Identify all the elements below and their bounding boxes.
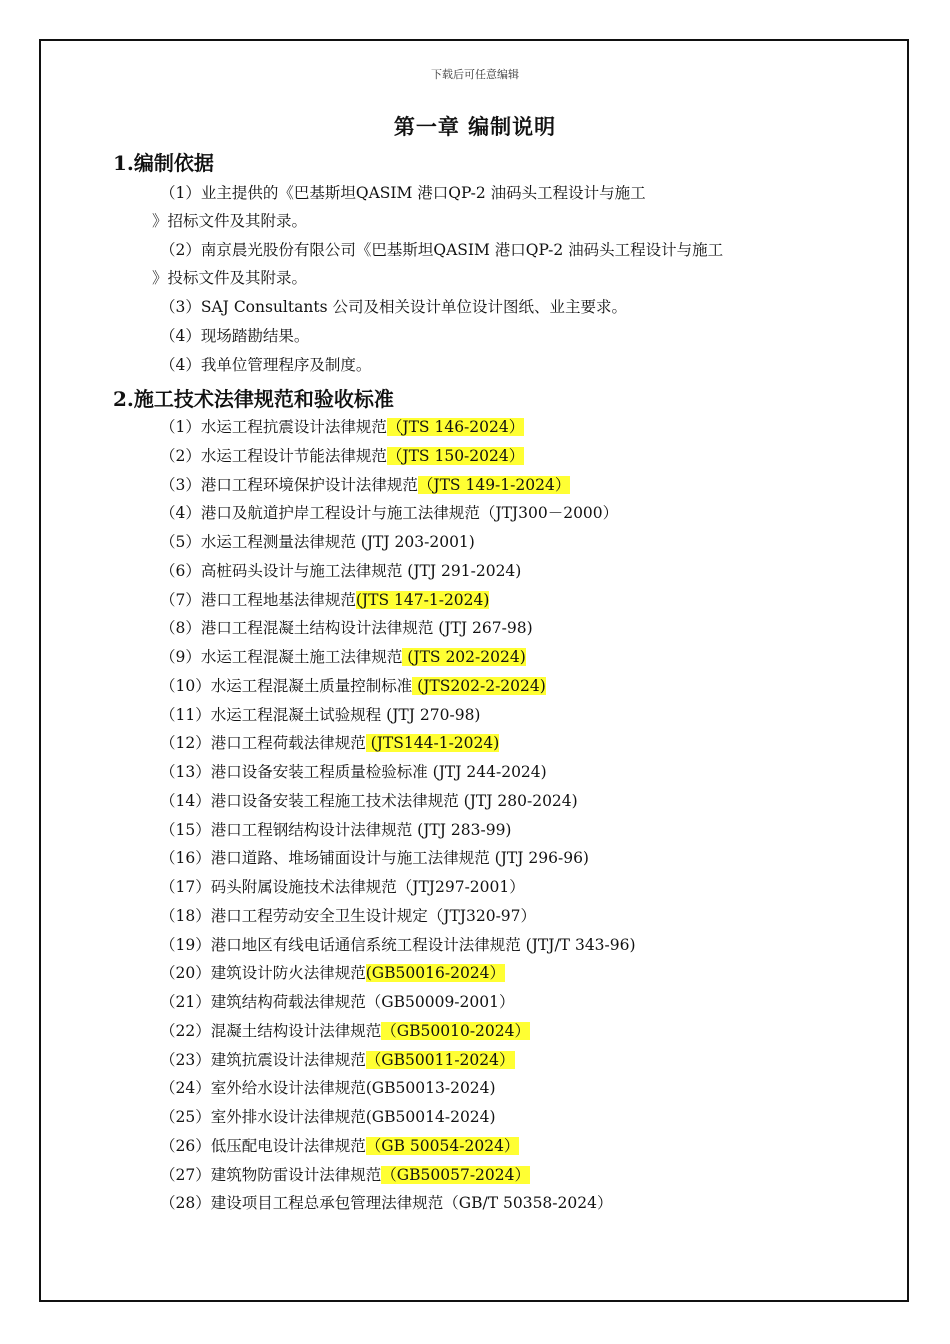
standard-item xyxy=(160,531,475,553)
standard-item-code: (JTS 202-2024) xyxy=(402,648,526,666)
standard-item-text: （27）建筑物防雷设计法律规范 xyxy=(160,1165,382,1184)
standard-item xyxy=(160,589,489,611)
section-heading-basis: 1.编制依据 xyxy=(113,151,214,175)
standard-item-text: （24）室外给水设计法律规范(GB50013-2024) xyxy=(160,1079,496,1098)
standard-item-text: （25）室外排水设计法律规范(GB50014-2024) xyxy=(160,1108,496,1126)
standard-item-text: （4）港口及航道护岸工程设计与施工法律规范（JTJ300－2000） xyxy=(160,504,619,523)
standard-item-text: （22）混凝土结构设计法律规范 xyxy=(160,1021,382,1040)
standard-item-code: （JTS 146-2024） xyxy=(386,418,525,436)
standard-item-text: （20）建筑设计防火法律规范 xyxy=(160,964,366,983)
standard-item xyxy=(160,819,511,841)
standard-item xyxy=(160,617,533,639)
standard-item xyxy=(160,445,524,467)
standard-item xyxy=(160,675,546,697)
basis-item-continued: 》投标文件及其附录。 xyxy=(152,269,308,287)
standard-item xyxy=(160,1020,530,1042)
standard-item xyxy=(160,905,536,927)
standard-item-code: (JTS144-1-2024) xyxy=(365,734,500,753)
standard-item-text: （23）建筑抗震设计法律规范 xyxy=(160,1050,366,1069)
standard-item xyxy=(160,560,521,582)
standard-item-text: （10）水运工程混凝土质量控制标准 xyxy=(160,676,413,695)
standard-item-code: (JTS 147-1-2024) xyxy=(355,590,490,609)
standard-item-text: （17）码头附属设施技术法律规范（JTJ297-2001） xyxy=(160,878,525,896)
standard-item-text: （9）水运工程混凝土施工法律规范 xyxy=(160,648,403,666)
basis-item: （4）现场踏勘结果。 xyxy=(160,327,310,345)
standard-item-code: (JTS202-2-2024) xyxy=(412,676,546,695)
standard-item-code: （GB50011-2024） xyxy=(365,1050,515,1069)
standard-item-text: （5）水运工程测量法律规范 (JTJ 203-2001) xyxy=(160,533,475,551)
standard-item-text: （1）水运工程抗震设计法律规范 xyxy=(160,418,387,436)
standard-item xyxy=(160,474,570,496)
standard-item xyxy=(160,1164,530,1186)
standard-item-text: （6）高桩码头设计与施工法律规范 (JTJ 291-2024) xyxy=(160,561,522,580)
standard-item-text: （3）港口工程环境保护设计法律规范 xyxy=(160,475,418,494)
standard-item xyxy=(160,790,578,812)
basis-item: （4）我单位管理程序及制度。 xyxy=(160,356,372,374)
standard-item xyxy=(160,847,589,869)
standard-item-code: (GB50016-2024） xyxy=(365,964,506,983)
standard-item-code: （JTS 150-2024） xyxy=(386,446,525,465)
standard-item xyxy=(160,704,480,726)
standard-item-text: （28）建设项目工程总承包管理法律规范（GB/T 50358-2024） xyxy=(160,1194,613,1213)
standard-item xyxy=(160,934,636,956)
standard-item xyxy=(160,1077,496,1099)
standard-item-text: （12）港口工程荷载法律规范 xyxy=(160,734,366,753)
standard-item-text: （11）水运工程混凝土试验规程 (JTJ 270-98) xyxy=(160,705,481,724)
standard-item-code: （GB50010-2024） xyxy=(381,1021,530,1040)
standard-item-text: （13）港口设备安装工程质量检验标准 (JTJ 244-2024) xyxy=(160,763,547,781)
basis-item: （2）南京晨光股份有限公司《巴基斯坦QASIM 港口QP-2 油码头工程设计与施工 xyxy=(160,241,724,259)
standard-item-text: （14）港口设备安装工程施工技术法律规范 (JTJ 280-2024) xyxy=(160,791,578,810)
standard-item-text: （16）港口道路、堆场铺面设计与施工法律规范 (JTJ 296-96) xyxy=(160,849,589,868)
standard-item xyxy=(160,962,505,984)
standard-item-text: （15）港口工程钢结构设计法律规范 (JTJ 283-99) xyxy=(160,820,512,839)
standard-item xyxy=(160,646,526,668)
standard-item-text: （18）港口工程劳动安全卫生设计规定（JTJ320-97） xyxy=(160,906,537,925)
standard-item-code: （GB50057-2024） xyxy=(381,1165,530,1184)
standard-item xyxy=(160,1049,515,1071)
standard-item xyxy=(160,1192,612,1214)
basis-item: （3）SAJ Consultants 公司及相关设计单位设计图纸、业主要求。 xyxy=(160,298,627,316)
standard-item xyxy=(160,732,499,754)
basis-item: （1）业主提供的《巴基斯坦QASIM 港口QP-2 油码头工程设计与施工 xyxy=(160,184,646,202)
basis-item-continued: 》招标文件及其附录。 xyxy=(152,212,308,230)
standard-item xyxy=(160,416,524,438)
standard-item xyxy=(160,876,525,898)
standard-item-code: （GB 50054-2024） xyxy=(365,1136,520,1155)
header-note: 下载后可任意编辑 xyxy=(431,68,519,81)
standard-item-code: （JTS 149-1-2024） xyxy=(417,475,571,494)
standard-item xyxy=(160,1106,496,1128)
standard-item-text: （7）港口工程地基法律规范 xyxy=(160,590,356,609)
standard-item-text: （26）低压配电设计法律规范 xyxy=(160,1136,366,1155)
standard-item-text: （2）水运工程设计节能法律规范 xyxy=(160,446,387,465)
standard-item-text: （21）建筑结构荷载法律规范（GB50009-2001） xyxy=(160,993,515,1011)
standard-item-text: （8）港口工程混凝土结构设计法律规范 (JTJ 267-98) xyxy=(160,619,533,638)
standard-item-text: （19）港口地区有线电话通信系统工程设计法律规范 (JTJ/T 343-96) xyxy=(160,935,636,954)
standard-item xyxy=(160,991,515,1013)
chapter-title: 第一章 编制说明 xyxy=(393,114,557,139)
standard-item xyxy=(160,1135,519,1157)
section-heading-standards: 2.施工技术法律规范和验收标准 xyxy=(113,387,394,411)
standard-item xyxy=(160,761,547,783)
standard-item xyxy=(160,502,618,524)
